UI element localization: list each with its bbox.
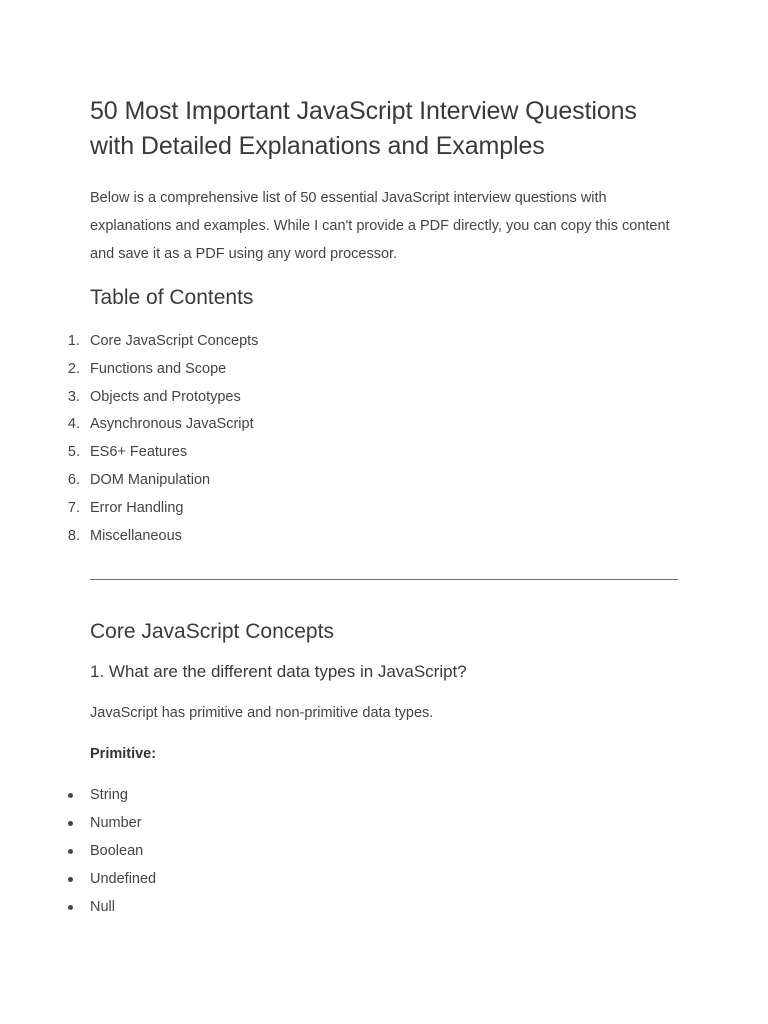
horizontal-rule (90, 579, 678, 580)
toc-item[interactable] (67, 495, 680, 523)
list-item-label: String (90, 787, 128, 804)
list-item (90, 838, 680, 866)
toc-item-number: 2. (67, 360, 80, 377)
list-item (90, 782, 680, 810)
primitive-types-list (90, 782, 680, 921)
bullet-icon (68, 905, 73, 910)
bullet-icon (68, 821, 73, 826)
toc-item-number: 7. (67, 499, 80, 516)
toc-item-label: ES6+ Features (90, 444, 188, 461)
toc-item-label: DOM Manipulation (90, 471, 211, 488)
toc-list (67, 328, 680, 550)
intro-paragraph: Below is a comprehensive list of 50 essential JavaScript interview questions with explanations and examples. While I can't provide a PDF directly, you can copy this content and save it as a PDF using any word processor. (90, 190, 670, 262)
toc-item-number: 5. (67, 444, 80, 461)
document-title: 50 Most Important JavaScript Interview Questions with Detailed Explanations and Examples (90, 97, 637, 160)
answer-paragraph: JavaScript has primitive and non-primitive data types. (90, 705, 434, 722)
question-heading: 1. What are the different data types in JavaScript? (90, 662, 467, 682)
toc-item-number: 3. (67, 388, 80, 405)
toc-heading: Table of Contents (90, 286, 254, 309)
toc-item[interactable] (67, 384, 680, 412)
list-item (90, 894, 680, 922)
bullet-icon (68, 793, 73, 798)
toc-item-number: 6. (67, 471, 80, 488)
toc-item-number: 4. (67, 416, 80, 433)
list-item (90, 810, 680, 838)
toc-item-number: 1. (67, 333, 80, 349)
toc-item-label: Asynchronous JavaScript (90, 416, 254, 433)
toc-item-label: Miscellaneous (90, 527, 182, 544)
toc-item-label: Core JavaScript Concepts (90, 333, 259, 349)
document-content (67, 94, 680, 921)
list-item-label: Undefined (90, 870, 157, 887)
list-item (90, 866, 680, 894)
toc-item[interactable] (67, 411, 680, 439)
toc-item[interactable] (67, 523, 680, 551)
toc-item-label: Functions and Scope (90, 360, 227, 377)
list-item-label: Null (90, 898, 115, 915)
bullet-icon (68, 849, 73, 854)
toc-item[interactable] (67, 467, 680, 495)
toc-item-label: Error Handling (90, 499, 184, 516)
toc-item-number: 8. (67, 527, 80, 544)
toc-item[interactable] (67, 439, 680, 467)
toc-item[interactable] (67, 328, 680, 356)
section-heading: Core JavaScript Concepts (90, 620, 334, 644)
primitive-label: Primitive: (90, 746, 157, 763)
list-item-label: Boolean (90, 842, 144, 859)
toc-item-label: Objects and Prototypes (90, 388, 241, 405)
list-item-label: Number (90, 815, 142, 832)
bullet-icon (68, 877, 73, 882)
toc-item[interactable] (67, 356, 680, 384)
